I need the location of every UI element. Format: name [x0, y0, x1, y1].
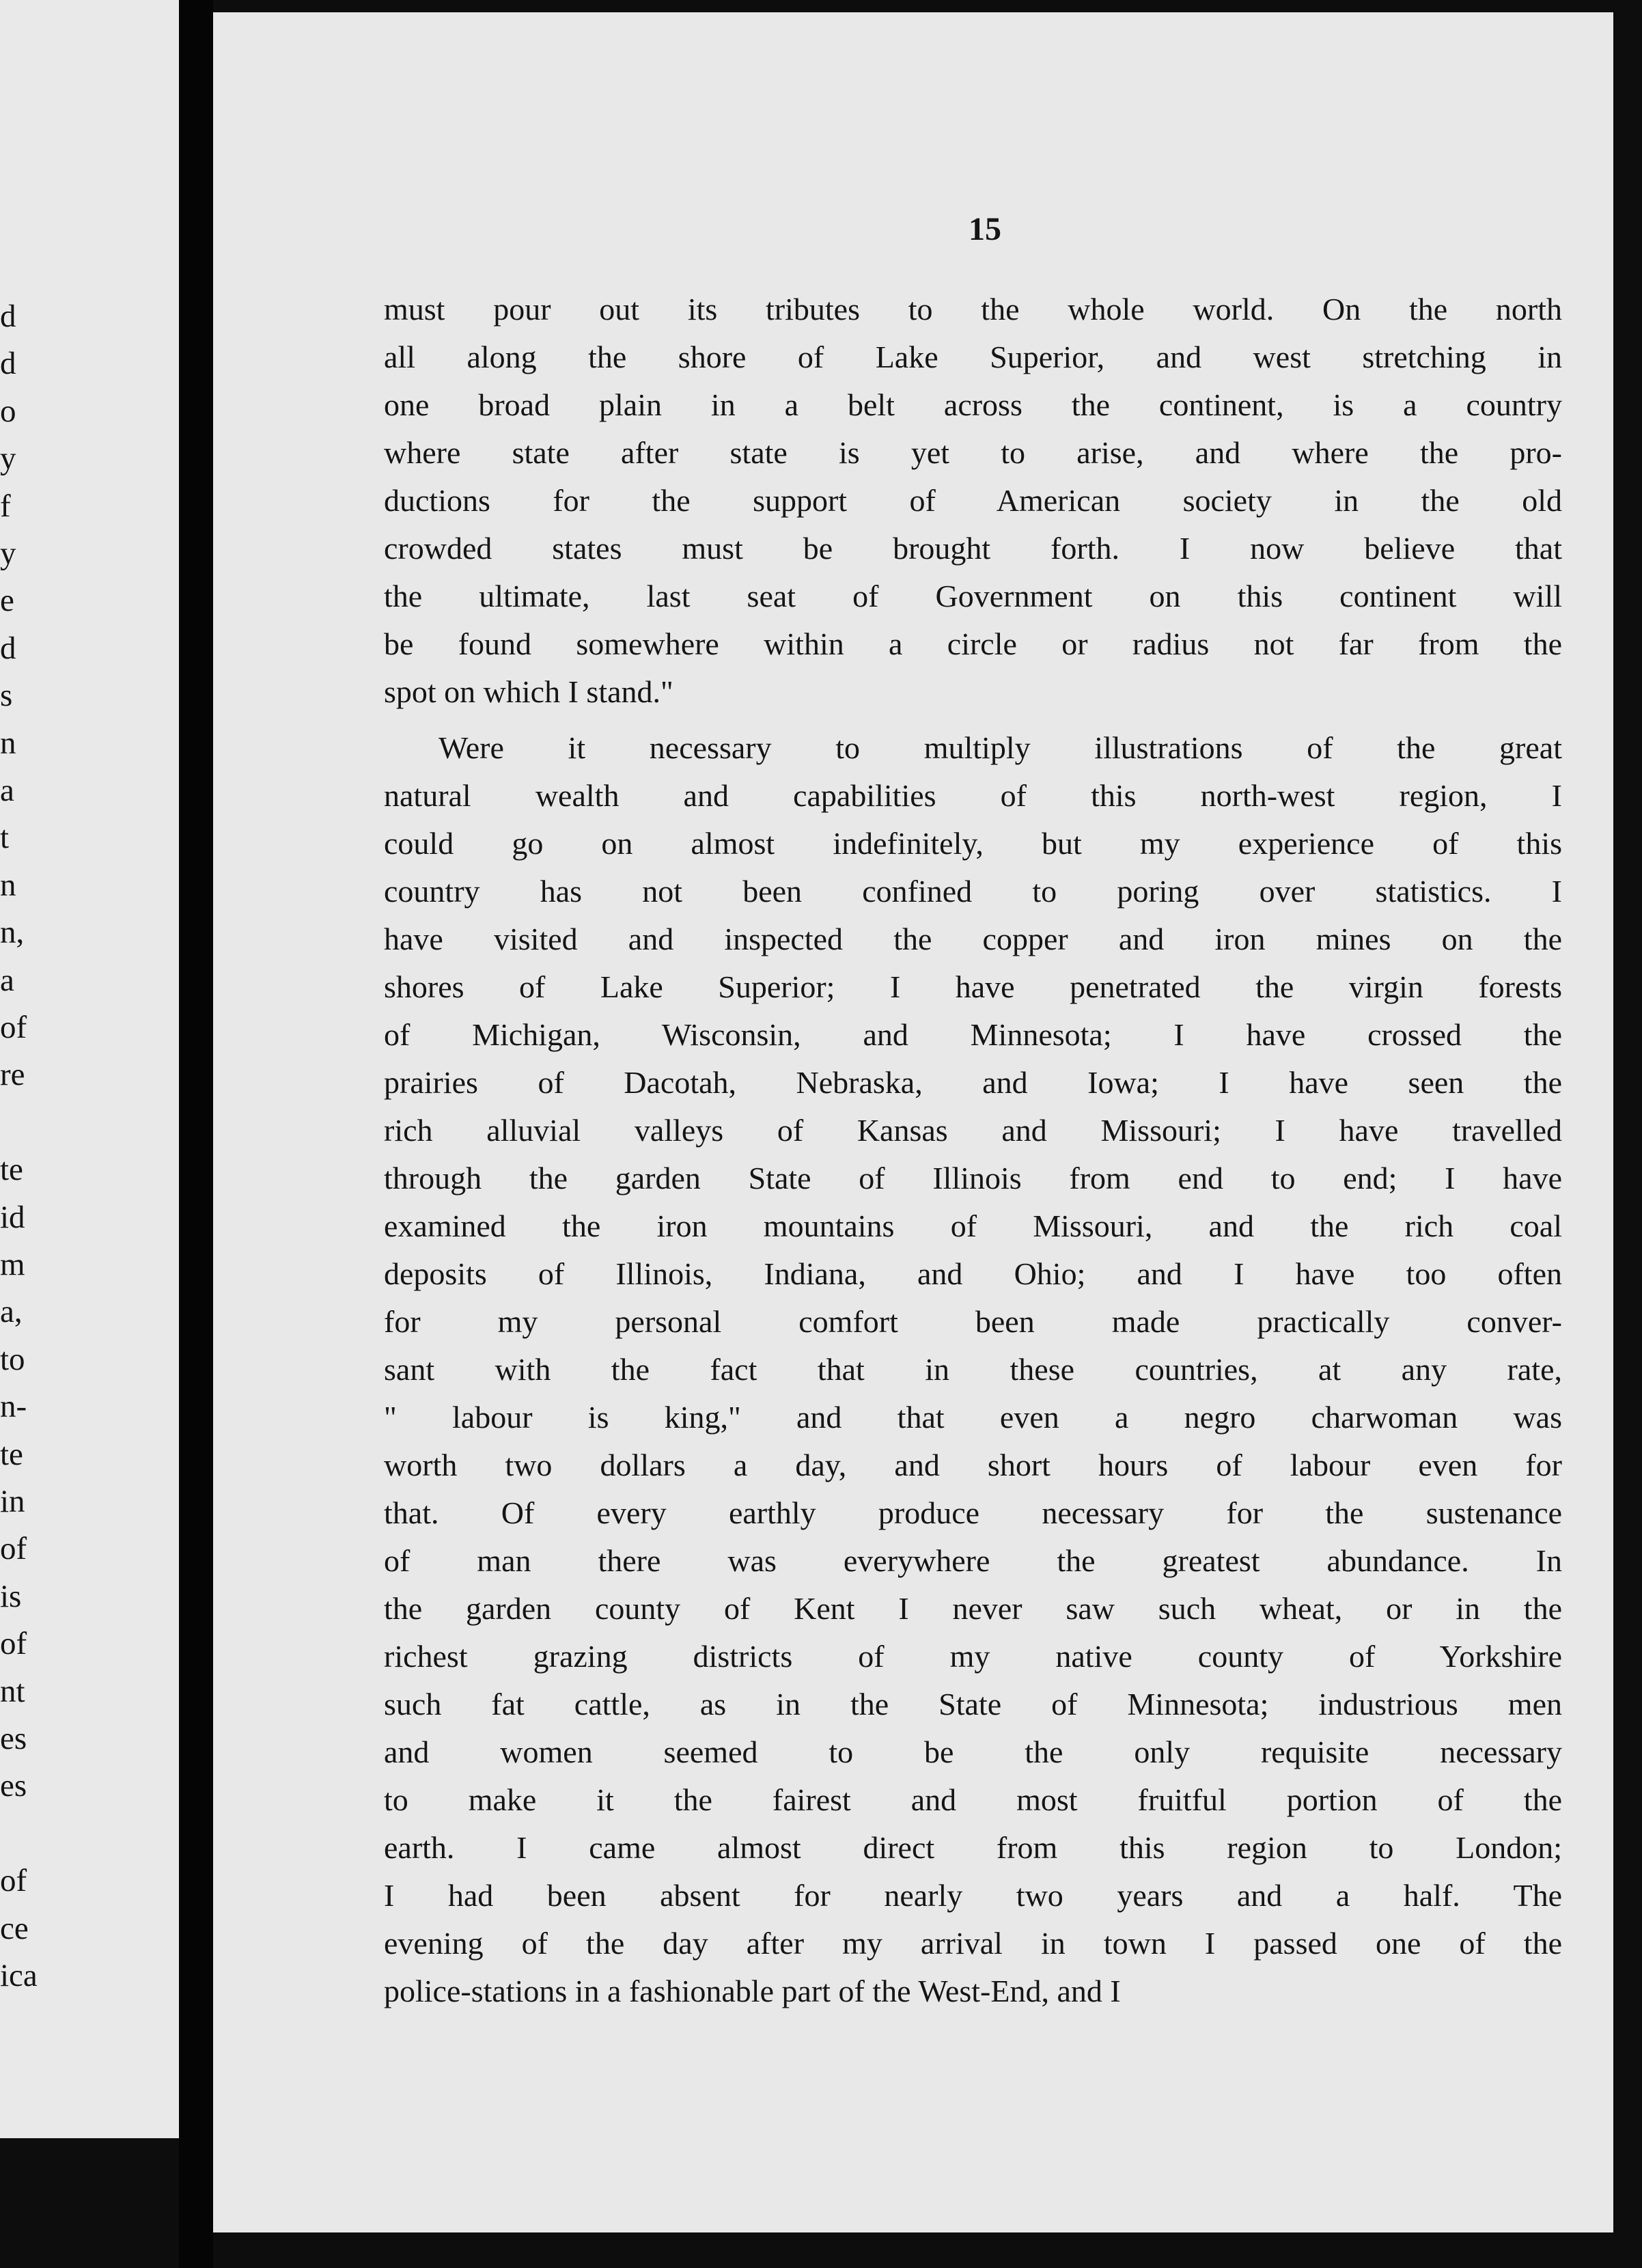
- text-line: deposits of Illinois, Indiana, and Ohio; and I have too often: [384, 1256, 1562, 1291]
- left-page-fragment: n,: [0, 915, 25, 951]
- text-line: worth two dollars a day, and short hours of labour even for: [384, 1448, 1562, 1482]
- left-page-fragment: d: [0, 299, 16, 334]
- text-line: natural wealth and capabilities of this north-west region, I: [384, 778, 1562, 813]
- text-line: I had been absent for nearly two years and a half. The: [384, 1878, 1562, 1913]
- text-line: ductions for the support of American society in the old: [384, 483, 1562, 518]
- page-number: 15: [969, 211, 1001, 247]
- text-line: earth. I came almost direct from this region to London;: [384, 1830, 1562, 1865]
- text-line: one broad plain in a belt across the continent, is a country: [384, 387, 1562, 422]
- left-page-fragment: of: [0, 1626, 27, 1662]
- text-line: country has not been confined to poring over statistics. I: [384, 874, 1562, 909]
- text-line: must pour out its tributes to the whole world. On the north: [384, 292, 1562, 327]
- left-page-fragment: re: [0, 1057, 25, 1093]
- text-line: sant with the fact that in these countries, at any rate,: [384, 1352, 1562, 1387]
- left-page-fragment: es: [0, 1768, 27, 1804]
- left-page-fragment: of: [0, 1010, 27, 1045]
- left-page-fragment: a,: [0, 1294, 23, 1330]
- left-page-fragment: ce: [0, 1910, 29, 1946]
- left-page-fragment: is: [0, 1578, 22, 1614]
- left-page-fragment: d: [0, 346, 16, 382]
- left-page-fragment: te: [0, 1152, 23, 1188]
- text-line: spot on which I stand.": [384, 674, 673, 709]
- text-line: have visited and inspected the copper and iron mines on the: [384, 922, 1562, 956]
- left-page-fragment: f: [0, 488, 11, 524]
- text-line: police-stations in a fashionable part of the West-End, and I: [384, 1974, 1121, 2008]
- left-page-fragment: d: [0, 630, 16, 666]
- text-line: the garden county of Kent I never saw such wheat, or in the: [384, 1591, 1562, 1626]
- text-line: prairies of Dacotah, Nebraska, and Iowa; I have seen the: [384, 1065, 1562, 1100]
- left-page-fragment: in: [0, 1484, 25, 1519]
- left-page-fragment: a: [0, 962, 14, 998]
- left-page-fragment: a: [0, 773, 14, 808]
- left-page-fragment: to: [0, 1341, 25, 1377]
- body-text: [384, 286, 1562, 2015]
- text-line: evening of the day after my arrival in town I passed one of the: [384, 1926, 1562, 1961]
- text-line: for my personal comfort been made practically conver-: [384, 1304, 1562, 1339]
- left-page-fragment: n: [0, 725, 16, 761]
- left-page-fragment: ica: [0, 1958, 38, 1993]
- right-page: [213, 12, 1613, 2232]
- left-page-fragment: s: [0, 678, 13, 714]
- left-page-fragment: e: [0, 583, 14, 619]
- text-line: of Michigan, Wisconsin, and Minnesota; I have crossed the: [384, 1017, 1562, 1052]
- text-line: such fat cattle, as in the State of Minnesota; industrious men: [384, 1687, 1562, 1721]
- text-line: and women seemed to be the only requisite necessary: [384, 1734, 1562, 1769]
- left-page-fragment: es: [0, 1721, 27, 1756]
- text-line: where state after state is yet to arise, and where the pro-: [384, 435, 1562, 470]
- left-page-fragment: t: [0, 820, 10, 856]
- left-page-fragment: nt: [0, 1673, 25, 1709]
- paragraph-gap: [384, 716, 1562, 724]
- text-line: " labour is king," and that even a negro charwoman was: [384, 1400, 1562, 1435]
- left-page-fragment: te: [0, 1436, 23, 1472]
- left-page-fragment: o: [0, 393, 16, 429]
- text-line: be found somewhere within a circle or radius not far from the: [384, 626, 1562, 661]
- text-line: the ultimate, last seat of Government on this continent will: [384, 579, 1562, 613]
- text-line: all along the shore of Lake Superior, and west stretching in: [384, 340, 1562, 374]
- text-line: could go on almost indefinitely, but my experience of this: [384, 826, 1562, 861]
- text-line: examined the iron mountains of Missouri, and the rich coal: [384, 1208, 1562, 1243]
- left-page-fragment: m: [0, 1247, 25, 1282]
- left-page-fragment: y: [0, 536, 16, 571]
- book-gutter: [179, 0, 213, 2268]
- text-line: of man there was everywhere the greatest abundance. In: [384, 1543, 1562, 1578]
- text-line: through the garden State of Illinois from end to end; I have: [384, 1161, 1562, 1195]
- text-line: shores of Lake Superior; I have penetrated the virgin forests: [384, 969, 1562, 1004]
- text-line: richest grazing districts of my native county of Yorkshire: [384, 1639, 1562, 1674]
- text-line: Were it necessary to multiply illustrations of the great: [439, 730, 1562, 765]
- left-page-fragment: n-: [0, 1389, 27, 1425]
- text-line: that. Of every earthly produce necessary for the sustenance: [384, 1495, 1562, 1530]
- left-page-edge: [0, 0, 179, 2138]
- text-line: crowded states must be brought forth. I now believe that: [384, 531, 1562, 566]
- text-line: to make it the fairest and most fruitful portion of the: [384, 1782, 1562, 1817]
- left-page-fragment: y: [0, 441, 16, 477]
- text-line: rich alluvial valleys of Kansas and Missouri; I have travelled: [384, 1113, 1562, 1148]
- left-page-fragment: of: [0, 1863, 27, 1899]
- left-page-fragment: of: [0, 1531, 27, 1567]
- left-page-fragment: id: [0, 1199, 25, 1235]
- left-page-fragment: n: [0, 867, 16, 903]
